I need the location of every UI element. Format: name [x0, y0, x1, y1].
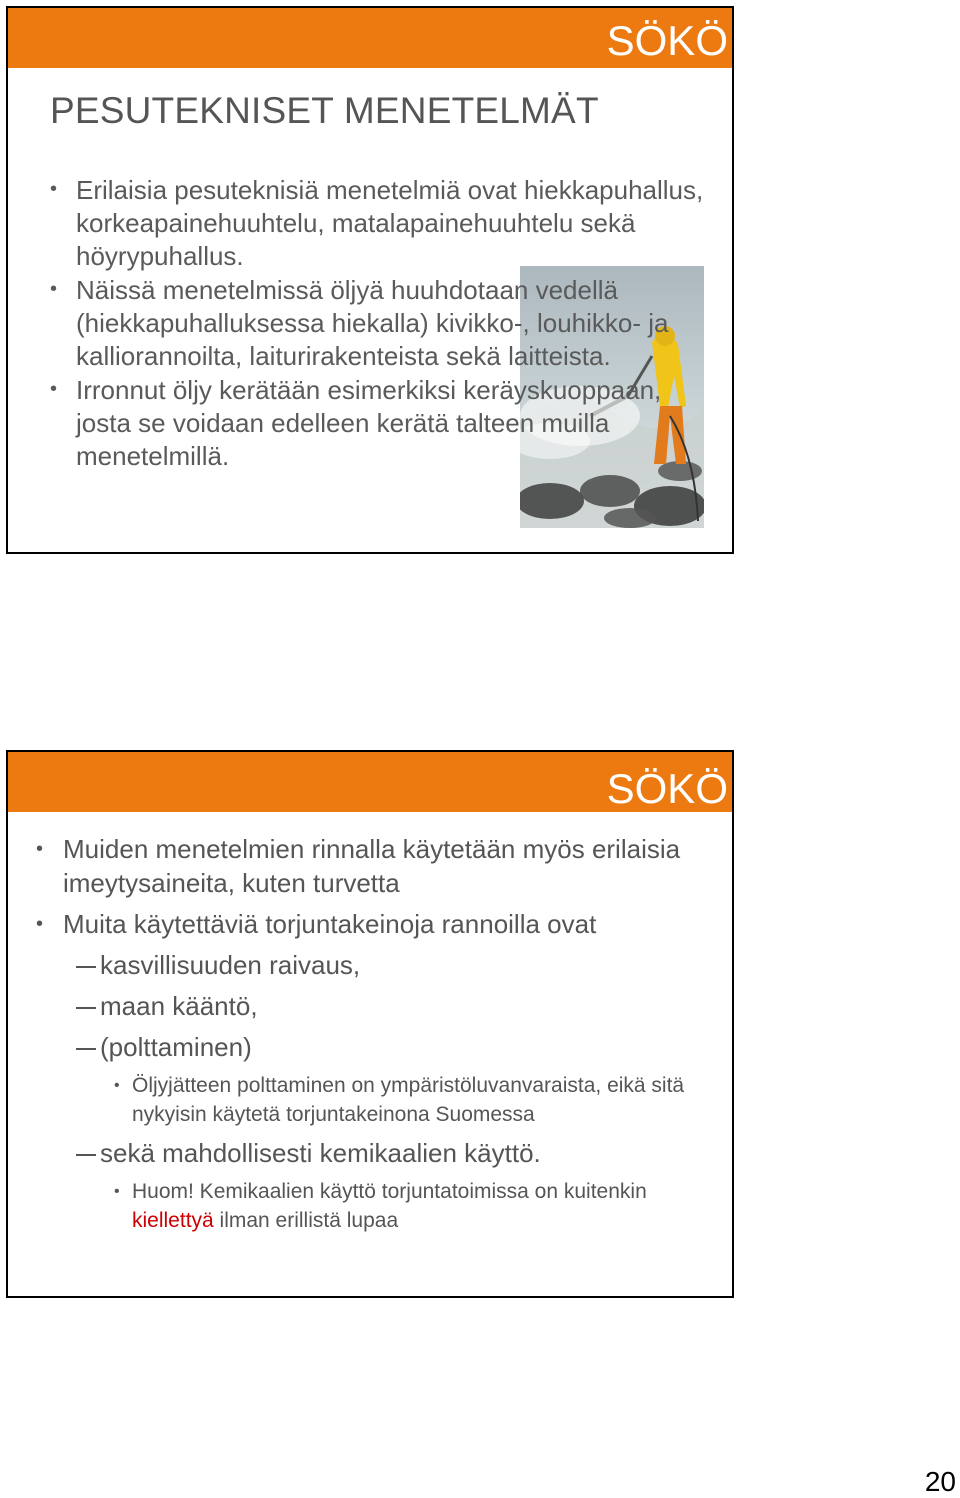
- dash-item: sekä mahdollisesti kemikaalien käyttö.: [36, 1136, 726, 1170]
- bullet-item: • Erilaisia pesuteknisiä menetelmiä ovat hiekkapuhallus, korkeapainehuuhtelu, matalapainehuuhtelu sekä höyrypuhallus.: [50, 174, 710, 273]
- note-text: Huom! Kemikaalien käyttö torjuntatoimissa on kuitenkin: [132, 1180, 647, 1203]
- page-number: 20: [924, 1466, 956, 1497]
- slide-pesutekniset: [6, 6, 734, 554]
- sub-bullet-item-note: [36, 1177, 726, 1235]
- bullet-item: • Näissä menetelmissä öljyä huuhdotaan vedellä (hiekkapuhalluksessa hiekalla) kivikko-, louhikko- ja kalliorannoilta, laiturirakenteista sekä laitteista.: [50, 274, 710, 373]
- slide-title: PESUTEKNISET MENETELMÄT: [50, 90, 599, 131]
- dash-item: kasvillisuuden raivaus,: [36, 948, 726, 982]
- brand-logo-text: SÖKÖ: [606, 765, 728, 812]
- bullet-item: • Irronnut öljy kerätään esimerkiksi keräyskuoppaan, josta se voidaan edelleen kerätä talteen muilla menetelmillä.: [50, 374, 710, 473]
- dash-item: (polttaminen): [36, 1030, 726, 1064]
- brand-logo-text: SÖKÖ: [606, 17, 728, 64]
- forbidden-highlight: kiellettyä: [132, 1209, 214, 1232]
- slide1-bullet-list: [50, 174, 710, 474]
- bullet-item: • Muita käytettäviä torjuntakeinoja rannoilla ovat: [36, 907, 726, 941]
- dash-item: maan kääntö,: [36, 989, 726, 1023]
- sub-bullet-item: • Öljyjätteen polttaminen on ympäristöluvanvaraista, eikä sitä nykyisin käytetä torjuntakeinona Suomessa: [36, 1071, 726, 1129]
- note-text-end: ilman erillistä lupaa: [213, 1209, 399, 1232]
- bullet-item: • Muiden menetelmien rinnalla käytetään myös erilaisia imeytysaineita, kuten turvetta: [36, 832, 726, 900]
- slide2-bullet-list: [36, 832, 726, 1242]
